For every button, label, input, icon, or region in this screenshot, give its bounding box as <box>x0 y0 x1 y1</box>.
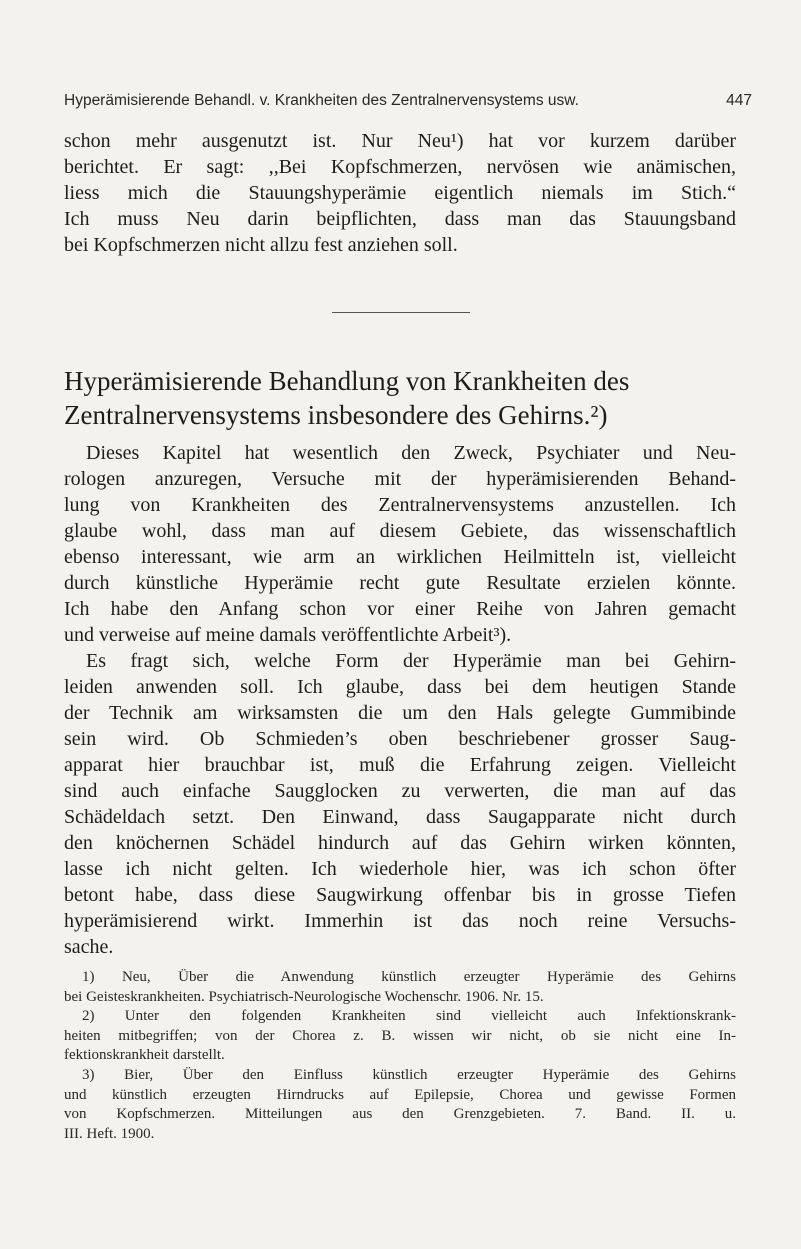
text-line: Dieses Kapitel hat wesentlich den Zweck, Psychiater und Neu- <box>86 442 736 464</box>
text-line: leiden anwenden soll. Ich glaube, dass bei dem heutigen Stande <box>64 676 736 698</box>
text-line: Es fragt sich, welche Form der Hyperämie man bei Gehirn- <box>86 650 736 672</box>
text-line: sind auch einfache Saugglocken zu verwerten, die man auf das <box>64 780 736 802</box>
text-line: den knöchernen Schädel hindurch auf das Gehirn wirken könnten, <box>64 832 736 854</box>
footnote-line: heiten mitbegriffen; von der Chorea z. B. wissen wir nicht, ob sie nicht eine In- <box>64 1027 736 1044</box>
footnote-line: und künstlich erzeugten Hirndrucks auf Epilepsie, Chorea und gewisse Formen <box>64 1086 736 1103</box>
text-line: sein wird. Ob Schmieden’s oben beschriebener grosser Saug- <box>64 728 736 750</box>
text-line: liess mich die Stauungshyperämie eigentlich niemals im Stich.“ <box>64 182 736 204</box>
text-line: betont habe, dass diese Saugwirkung offenbar bis in grosse Tiefen <box>64 884 736 906</box>
section-heading-line-2: Zentralnervensystems insbesondere des Gehirns.²) <box>64 400 608 430</box>
text-line: und verweise auf meine damals veröffentlichte Arbeit³). <box>64 624 512 646</box>
text-line: sache. <box>64 936 114 958</box>
text-line: schon mehr ausgenutzt ist. Nur Neu¹) hat vor kurzem darüber <box>64 130 736 152</box>
section-heading-line-1: Hyperämisierende Behandlung von Krankheiten des <box>64 366 630 396</box>
running-header <box>64 92 752 110</box>
footnote-3 <box>64 1066 736 1144</box>
text-line: glaube wohl, dass man auf diesem Gebiete, das wissenschaftlich <box>64 520 736 542</box>
text-line: Ich habe den Anfang schon vor einer Reihe von Jahren gemacht <box>64 598 736 620</box>
text-line: hyperämisierend wirkt. Immerhin ist das noch reine Versuchs- <box>64 910 736 932</box>
footnote-1 <box>64 968 736 1007</box>
footnote-line: bei Geisteskrankheiten. Psychiatrisch-Neurologische Wochenschr. 1906. Nr. 15. <box>64 988 544 1005</box>
text-line: ebenso interessant, wie arm an wirklichen Heilmitteln ist, vielleicht <box>64 546 736 568</box>
section-divider <box>332 312 470 313</box>
text-line: lung von Krankheiten des Zentralnervensystems anzustellen. Ich <box>64 494 736 516</box>
page-number: 447 <box>726 92 752 109</box>
footnote-line: 2) Unter den folgenden Krankheiten sind vielleicht auch Infektionskrank- <box>82 1008 736 1024</box>
text-line: Schädeldach setzt. Den Einwand, dass Saugapparate nicht durch <box>64 806 736 828</box>
intro-paragraph <box>64 128 736 258</box>
footnote-line: 1) Neu, Über die Anwendung künstlich erzeugter Hyperämie des Gehirns <box>82 969 736 985</box>
text-line: lasse ich nicht gelten. Ich wiederhole hier, was ich schon öfter <box>64 858 736 880</box>
body-paragraph-1 <box>64 440 736 648</box>
text-line: durch künstliche Hyperämie recht gute Resultate erzielen könnte. <box>64 572 736 594</box>
text-line: rologen anzuregen, Versuche mit der hyperämisierenden Behand- <box>64 468 736 490</box>
footnote-2 <box>64 1007 736 1066</box>
text-line: apparat hier brauchbar ist, muß die Erfahrung zeigen. Vielleicht <box>64 754 736 776</box>
footnote-line: von Kopfschmerzen. Mitteilungen aus den Grenzgebieten. 7. Band. II. u. <box>64 1106 736 1122</box>
text-line: berichtet. Er sagt: ,,Bei Kopfschmerzen, nervösen wie anämischen, <box>64 156 736 178</box>
running-title: Hyperämisierende Behandl. v. Krankheiten des Zentralnervensystems usw. <box>64 92 579 109</box>
text-line: bei Kopfschmerzen nicht allzu fest anziehen soll. <box>64 234 458 256</box>
footnote-line: 3) Bier, Über den Einfluss künstlich erzeugter Hyperämie des Gehirns <box>82 1067 736 1083</box>
footnote-line: III. Heft. 1900. <box>64 1125 155 1142</box>
text-line: Ich muss Neu darin beipflichten, dass man das Stauungsband <box>64 208 736 230</box>
body-paragraph-2 <box>64 648 736 960</box>
footnote-line: fektionskrankheit darstellt. <box>64 1047 225 1063</box>
text-line: der Technik am wirksamsten die um den Hals gelegte Gummibinde <box>64 702 736 724</box>
